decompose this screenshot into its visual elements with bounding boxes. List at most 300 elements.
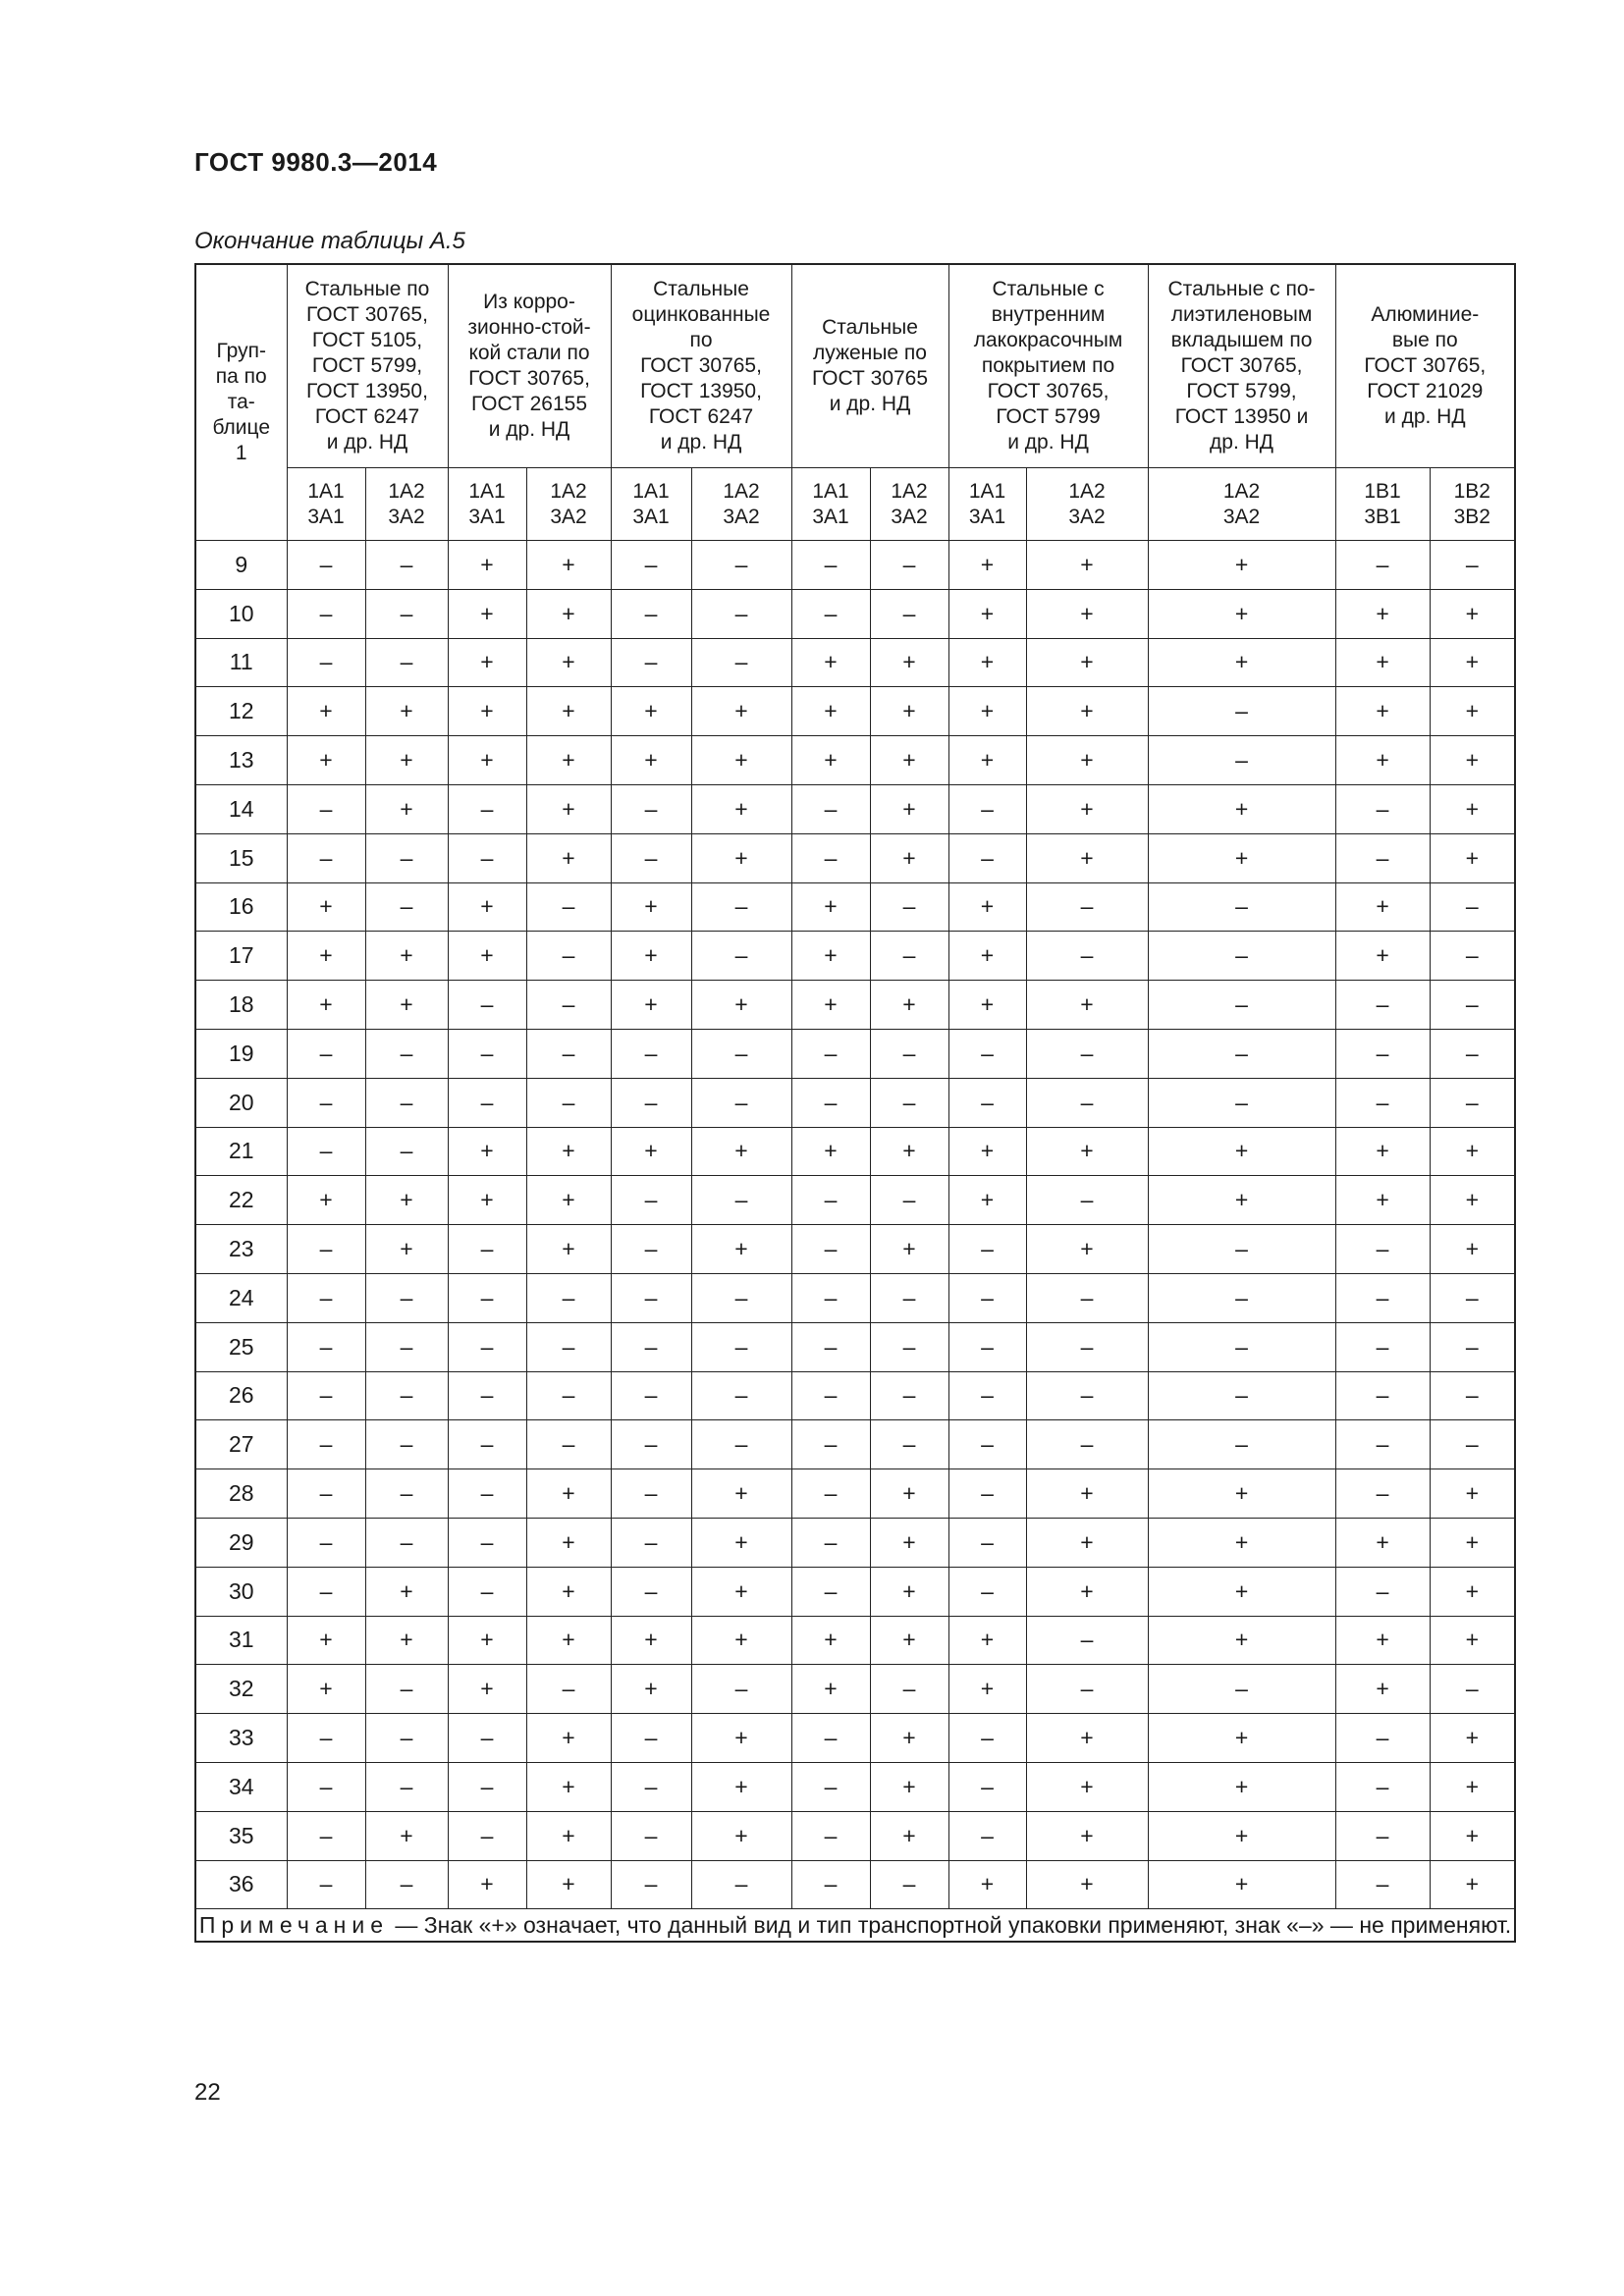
material-header [448,264,611,468]
material-header-line: ГОСТ 13950 и [1174,405,1309,428]
applicability-cell: + [1335,638,1430,687]
applicability-cell: + [611,932,691,981]
group-header-line: Груп- [216,340,266,362]
applicability-cell: – [948,1273,1026,1322]
applicability-cell: + [791,1127,870,1176]
applicability-cell: + [1026,638,1148,687]
applicability-cell: + [1335,932,1430,981]
packaging-code: 3A1 [812,505,849,528]
applicability-cell: + [1430,589,1515,638]
applicability-cell: + [1335,1176,1430,1225]
applicability-cell: + [1026,687,1148,736]
applicability-cell: – [870,1860,948,1909]
applicability-cell: – [1148,1371,1335,1420]
packaging-code: 3A2 [1222,505,1261,528]
applicability-cell: – [948,1518,1026,1567]
applicability-cell: – [948,1029,1026,1078]
applicability-cell: – [1335,1371,1430,1420]
applicability-cell: + [1026,1762,1148,1811]
applicability-cell: – [365,1420,448,1469]
packaging-code: 1A2 [891,479,928,503]
applicability-cell: + [526,1811,611,1860]
table-row [195,1420,1515,1469]
applicability-cell: + [870,736,948,785]
applicability-cell: – [611,1860,691,1909]
applicability-cell: + [870,833,948,882]
applicability-cell: + [691,1127,791,1176]
applicability-cell: + [365,687,448,736]
applicability-cell: + [1148,638,1335,687]
applicability-cell: + [1026,1714,1148,1763]
applicability-cell: + [1148,1616,1335,1665]
packaging-code: 3A2 [723,505,760,528]
applicability-cell: + [1148,1176,1335,1225]
applicability-cell: + [365,1176,448,1225]
applicability-cell: – [287,1567,365,1616]
applicability-cell: – [691,1665,791,1714]
applicability-cell: + [870,1469,948,1519]
applicability-cell: – [1335,1420,1430,1469]
applicability-cell: – [365,1273,448,1322]
group-number: 12 [195,687,287,736]
applicability-cell: + [287,1176,365,1225]
applicability-cell: – [791,541,870,590]
applicability-cell: + [791,1616,870,1665]
applicability-cell: + [691,1616,791,1665]
applicability-cell: – [1148,1665,1335,1714]
page-number: 22 [194,2079,221,2106]
applicability-cell: + [948,981,1026,1030]
applicability-cell: – [791,1420,870,1469]
packaging-code: 1A2 [388,479,425,503]
applicability-cell: + [365,1567,448,1616]
applicability-cell: + [791,1665,870,1714]
material-header [287,264,448,468]
packaging-code-cell [526,468,611,541]
applicability-cell: – [365,638,448,687]
applicability-cell: – [1026,882,1148,932]
applicability-cell: – [948,1714,1026,1763]
applicability-cell: – [870,1322,948,1371]
group-number: 10 [195,589,287,638]
table-row [195,1029,1515,1078]
applicability-cell: + [948,1616,1026,1665]
applicability-cell: – [691,1273,791,1322]
applicability-cell: + [948,736,1026,785]
applicability-cell: – [948,1811,1026,1860]
applicability-cell: + [948,1127,1026,1176]
applicability-cell: + [691,1518,791,1567]
packaging-code: 1A2 [1068,479,1106,503]
applicability-cell: – [1335,1078,1430,1127]
packaging-code-cell [448,468,526,541]
group-number: 17 [195,932,287,981]
applicability-cell: – [791,1518,870,1567]
applicability-cell: + [448,589,526,638]
table-row [195,1225,1515,1274]
applicability-cell: – [365,1518,448,1567]
applicability-cell: – [365,541,448,590]
table-row [195,1176,1515,1225]
packaging-code: 1A2 [723,479,760,503]
packaging-code: 1A1 [307,479,345,503]
applicability-cell: + [1430,1469,1515,1519]
packaging-code: 3A1 [968,505,1006,528]
applicability-cell: – [870,932,948,981]
applicability-cell: + [870,1811,948,1860]
applicability-cell: – [791,1225,870,1274]
applicability-cell: – [1026,1420,1148,1469]
applicability-cell: + [1026,981,1148,1030]
applicability-cell: + [1430,1616,1515,1665]
applicability-cell: + [448,1665,526,1714]
applicability-cell: – [1148,932,1335,981]
material-header-line: ГОСТ 30765, [987,380,1110,402]
material-header-line: ГОСТ 30765, [640,354,762,377]
applicability-cell: – [1148,1078,1335,1127]
applicability-cell: + [365,784,448,833]
packaging-code: 1A1 [812,479,849,503]
applicability-cell: + [1430,1811,1515,1860]
applicability-cell: – [526,1273,611,1322]
applicability-cell: – [791,589,870,638]
applicability-cell: – [691,541,791,590]
material-header-line: ГОСТ 21029 [1367,380,1484,402]
applicability-cell: + [1148,1567,1335,1616]
group-number: 22 [195,1176,287,1225]
applicability-cell: + [691,1811,791,1860]
applicability-cell: – [948,1322,1026,1371]
group-number: 34 [195,1762,287,1811]
applicability-cell: + [948,882,1026,932]
material-header-line: Стальные с по- [1167,278,1316,300]
group-number: 32 [195,1665,287,1714]
table-row [195,1273,1515,1322]
applicability-cell: – [791,1567,870,1616]
applicability-cell: – [526,932,611,981]
applicability-cell: – [791,1811,870,1860]
applicability-cell: + [1148,784,1335,833]
applicability-cell: – [365,882,448,932]
applicability-cell: + [870,1518,948,1567]
applicability-cell: + [287,882,365,932]
applicability-cell: + [526,1762,611,1811]
applicability-cell: + [287,687,365,736]
applicability-cell: + [870,1127,948,1176]
applicability-cell: – [870,1420,948,1469]
applicability-cell: – [791,1029,870,1078]
applicability-cell: + [526,1127,611,1176]
applicability-cell: – [526,1371,611,1420]
applicability-cell: – [870,1176,948,1225]
packaging-code-cell [948,468,1026,541]
applicability-cell: + [448,687,526,736]
applicability-cell: + [1148,833,1335,882]
applicability-cell: – [611,1811,691,1860]
packaging-code-cell [365,468,448,541]
table-row [195,1469,1515,1519]
table-row [195,932,1515,981]
applicability-cell: + [870,1762,948,1811]
table-row [195,589,1515,638]
applicability-cell: + [1026,541,1148,590]
applicability-cell: + [526,1567,611,1616]
applicability-cell: – [365,1127,448,1176]
applicability-cell: + [1335,1616,1430,1665]
applicability-cell: – [1026,1665,1148,1714]
group-number: 13 [195,736,287,785]
note-label: Примечание [198,1912,389,1939]
applicability-cell: – [287,1273,365,1322]
applicability-cell: – [448,1420,526,1469]
packaging-code: 3A2 [550,505,587,528]
applicability-cell: – [870,1273,948,1322]
packaging-code-cell [1430,468,1515,541]
applicability-cell: – [791,1176,870,1225]
applicability-cell: – [948,1078,1026,1127]
applicability-cell: + [611,1665,691,1714]
group-number: 30 [195,1567,287,1616]
applicability-cell: – [448,1371,526,1420]
applicability-cell: – [870,541,948,590]
applicability-cell: + [870,1714,948,1763]
applicability-cell: – [1148,1420,1335,1469]
material-header-line: ГОСТ 5799, [311,354,423,377]
group-number: 23 [195,1225,287,1274]
applicability-cell: – [365,1860,448,1909]
applicability-cell: + [1026,1811,1148,1860]
applicability-cell: + [1430,1127,1515,1176]
packaging-code: 3A1 [632,505,670,528]
applicability-cell: – [611,589,691,638]
material-header-line: и др. НД [326,431,408,454]
applicability-cell: + [611,687,691,736]
applicability-cell: – [611,1273,691,1322]
applicability-cell: – [1148,687,1335,736]
applicability-cell: – [691,1371,791,1420]
material-header-line: кой стали по [468,342,590,364]
applicability-cell: + [691,687,791,736]
applicability-cell: + [1148,589,1335,638]
material-header-line: ГОСТ 30765, [306,303,428,326]
material-header-line: ГОСТ 30765, [1180,354,1303,377]
applicability-cell: – [1430,1420,1515,1469]
group-number: 16 [195,882,287,932]
applicability-cell: – [870,882,948,932]
material-header-line: Стальные по [304,278,430,300]
table-row [195,1371,1515,1420]
applicability-cell: + [526,1518,611,1567]
applicability-cell: + [1335,882,1430,932]
applicability-cell: – [611,541,691,590]
applicability-cell: – [611,833,691,882]
applicability-cell: – [611,1714,691,1763]
applicability-cell: – [365,1371,448,1420]
packaging-code: 1B1 [1364,479,1401,503]
group-header-line: та- [227,391,255,413]
applicability-cell: + [948,1665,1026,1714]
applicability-cell: + [948,1860,1026,1909]
applicability-cell: – [691,589,791,638]
applicability-cell: + [1430,1518,1515,1567]
applicability-cell: – [1335,1469,1430,1519]
applicability-cell: – [448,1518,526,1567]
applicability-cell: – [611,1567,691,1616]
material-header-line: др. НД [1210,431,1274,454]
applicability-cell: – [287,1127,365,1176]
applicability-cell: – [1026,1029,1148,1078]
applicability-cell: – [1148,736,1335,785]
group-header-line: блице [212,416,271,439]
applicability-cell: – [791,1762,870,1811]
applicability-cell: – [287,1860,365,1909]
applicability-cell: – [1148,1029,1335,1078]
applicability-cell: – [948,1371,1026,1420]
applicability-cell: + [526,1469,611,1519]
material-header-line: ГОСТ 5105, [311,329,423,351]
applicability-cell: + [526,541,611,590]
applicability-cell: + [691,981,791,1030]
applicability-cell: – [691,1029,791,1078]
packaging-code: 1A2 [550,479,587,503]
applicability-cell: + [691,1567,791,1616]
material-header-line: и др. НД [1384,405,1466,428]
packaging-code: 3A2 [1068,505,1106,528]
applicability-cell: – [287,1420,365,1469]
applicability-cell: – [948,1225,1026,1274]
applicability-cell: – [448,1322,526,1371]
applicability-cell: – [1148,1273,1335,1322]
material-header [948,264,1148,468]
applicability-cell: – [287,1714,365,1763]
applicability-cell: + [948,1176,1026,1225]
applicability-cell: + [287,981,365,1030]
applicability-cell: – [1335,1860,1430,1909]
packaging-code-cell [287,468,365,541]
applicability-cell: + [948,541,1026,590]
applicability-cell: – [287,589,365,638]
table-row [195,1567,1515,1616]
applicability-cell: – [791,1273,870,1322]
material-header-line: вкладышем по [1170,329,1313,351]
applicability-cell: – [526,981,611,1030]
applicability-cell: – [287,1078,365,1127]
applicability-cell: – [1335,1029,1430,1078]
applicability-cell: + [1430,784,1515,833]
material-header-line: и др. НД [488,418,570,441]
applicability-cell: + [611,1127,691,1176]
material-header-line: Стальные [653,278,749,300]
applicability-cell: + [1026,1127,1148,1176]
applicability-cell: – [611,1762,691,1811]
applicability-cell: – [287,1029,365,1078]
applicability-cell: – [448,1714,526,1763]
packaging-code: 3A1 [307,505,345,528]
group-number: 36 [195,1860,287,1909]
applicability-cell: + [691,1225,791,1274]
packaging-code: 3B1 [1364,505,1401,528]
applicability-cell: – [448,1225,526,1274]
applicability-cell: + [611,736,691,785]
table-row [195,687,1515,736]
applicability-cell: – [948,784,1026,833]
applicability-cell: + [287,1616,365,1665]
applicability-cell: + [1335,687,1430,736]
applicability-cell: + [870,1225,948,1274]
applicability-cell: + [611,981,691,1030]
material-header-line: ГОСТ 13950, [306,380,428,402]
material-header-line: ГОСТ 30765, [1364,354,1487,377]
material-header-line: внутренним [991,303,1106,326]
applicability-cell: + [287,932,365,981]
packaging-code-cell [1148,468,1335,541]
applicability-cell: + [365,932,448,981]
applicability-cell: + [1148,1469,1335,1519]
applicability-cell: – [448,981,526,1030]
applicability-cell: – [948,1469,1026,1519]
packaging-code: 1A1 [468,479,506,503]
applicability-cell: – [526,1420,611,1469]
packaging-code-cell [791,468,870,541]
applicability-cell: – [448,1273,526,1322]
applicability-cell: – [448,784,526,833]
applicability-cell: – [611,1078,691,1127]
applicability-cell: – [691,638,791,687]
packaging-code: 3B2 [1453,505,1490,528]
material-header-line: по [689,329,713,351]
applicability-cell: – [1148,882,1335,932]
applicability-cell: – [1430,882,1515,932]
applicability-cell: + [1026,1518,1148,1567]
applicability-cell: – [526,1029,611,1078]
applicability-cell: + [1430,1567,1515,1616]
applicability-cell: + [526,1616,611,1665]
applicability-cell: – [526,1665,611,1714]
applicability-cell: + [526,736,611,785]
applicability-cell: – [1148,981,1335,1030]
applicability-cell: + [691,1762,791,1811]
applicability-cell: + [791,932,870,981]
applicability-cell: + [1430,1714,1515,1763]
applicability-cell: – [1026,1078,1148,1127]
applicability-cell: – [365,589,448,638]
group-number: 28 [195,1469,287,1519]
packaging-code: 3A2 [891,505,928,528]
applicability-cell: + [870,981,948,1030]
applicability-cell: – [1335,541,1430,590]
applicability-cell: – [948,1567,1026,1616]
applicability-cell: + [691,784,791,833]
applicability-cell: – [1335,1273,1430,1322]
packaging-code: 1B2 [1453,479,1490,503]
applicability-cell: – [870,1665,948,1714]
applicability-cell: + [448,541,526,590]
applicability-cell: + [870,687,948,736]
applicability-cell: – [1335,981,1430,1030]
applicability-cell: – [791,1469,870,1519]
applicability-cell: – [526,1322,611,1371]
applicability-cell: + [791,638,870,687]
applicability-cell: – [791,784,870,833]
applicability-cell: – [365,1078,448,1127]
applicability-cell: + [1148,541,1335,590]
applicability-cell: + [1148,1762,1335,1811]
group-number: 27 [195,1420,287,1469]
applicability-cell: – [1335,784,1430,833]
applicability-cell: + [526,1714,611,1763]
applicability-cell: – [526,882,611,932]
applicability-cell: – [448,1762,526,1811]
